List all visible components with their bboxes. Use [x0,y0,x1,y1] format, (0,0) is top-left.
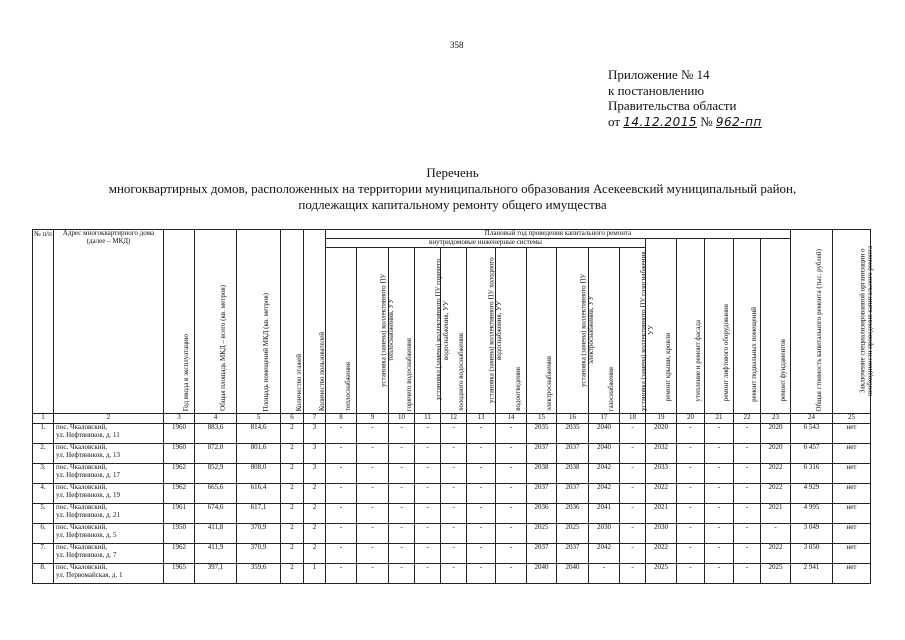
table-cell: - [467,524,496,544]
address-line: пос. Чкаловский, [56,483,108,491]
conclusion-cell: нет [833,564,871,584]
table-cell: - [415,544,441,564]
table-cell: 2040 [557,564,589,584]
table-cell: - [496,504,527,524]
table-cell: 370,9 [237,524,281,544]
table-cell: 2040 [527,564,557,584]
handwritten-date: 14.12.2015 [623,114,697,129]
table-cell: 665,6 [195,484,237,504]
table-cell: - [326,544,357,564]
table-cell: 1961 [164,504,195,524]
address-cell [54,544,164,564]
table-cell: - [620,484,646,504]
table-cell: - [620,524,646,544]
address-line: ул. Нефтяников, д. 19 [56,490,121,499]
address-line: ул. Нефтяников, д. 5 [56,530,117,539]
column-number-cell: 7 [304,414,326,424]
cost-cell: 4 995 [791,504,833,524]
table-cell: 2025 [527,524,557,544]
column-number-cell: 3 [164,414,195,424]
address-line: пос. Чкаловский, [56,463,108,471]
table-cell: - [677,544,705,564]
column-number-cell: 23 [761,414,791,424]
table-cell: - [620,544,646,564]
column-number-cell: 4 [195,414,237,424]
table-cell: 2038 [527,464,557,484]
table-cell: 2042 [589,484,620,504]
column-number-cell: 19 [646,414,677,424]
address-line: пос. Чкаловский, [56,543,108,551]
address-line: пос. Чкаловский, [56,523,108,531]
table-cell: - [467,444,496,464]
table-cell: - [357,464,389,484]
address-line: ул. Нефтяников, д. 21 [56,510,121,519]
table-cell: 616,4 [237,484,281,504]
table-cell: - [441,424,467,444]
table-cell: - [734,564,761,584]
table-cell: 2030 [646,524,677,544]
table-cell: 2020 [761,424,791,444]
address-line: ул. Первомайская, д. 1 [56,570,123,579]
table-cell: - [415,504,441,524]
table-cell: - [326,524,357,544]
table-cell: 1962 [164,464,195,484]
table-row [33,524,871,544]
table-cell: 2 [281,444,304,464]
row-number-cell: 6. [33,524,54,544]
col-facade-header: утепление и ремонт фасада [677,238,705,414]
column-number-cell: 1 [33,414,54,424]
address-line: пос. Чкаловский, [56,503,108,511]
col-gas-meter-header: установка (замена) коллективного ПУ газоснабжения, УУ [620,248,646,414]
address-line: пос. Чкаловский, [56,563,108,571]
table-cell: - [705,564,734,584]
table-cell: 883,6 [195,424,237,444]
table-cell: - [705,484,734,504]
title-line2: многоквартирных домов, расположенных на территории муниципального образования Асекеевский муниципальный район, [108,181,797,196]
table-cell: 2 [281,524,304,544]
table-cell: - [357,484,389,504]
cost-cell: 3 049 [791,524,833,544]
table-cell: 2022 [761,544,791,564]
table-cell: 2037 [557,544,589,564]
number-prefix: № [700,113,713,129]
table-cell: 2020 [646,424,677,444]
col-cost-header: Общая стоимость капитального ремонта (тыс. рублей) [791,230,833,414]
col-gas-header: газоснабжения [589,248,620,414]
conclusion-cell: нет [833,464,871,484]
table-cell: 2037 [557,444,589,464]
table-cell: - [389,524,415,544]
table-cell: - [326,484,357,504]
table-cell: - [734,484,761,504]
table-cell: 1960 [164,424,195,444]
col-basement-header: ремонт подвальных помещений [734,238,761,414]
table-cell: 2038 [557,464,589,484]
table-cell: 1965 [164,564,195,584]
row-number-cell: 1. [33,424,54,444]
column-number-cell: 9 [357,414,389,424]
table-cell: 1962 [164,484,195,504]
table-cell: 801,6 [237,444,281,464]
table-cell: 2 [304,504,326,524]
address-cell [54,424,164,444]
table-cell: - [705,524,734,544]
col-roof-header: ремонт крыши, кровли [646,238,677,414]
table-cell: - [357,444,389,464]
table-cell: 2 [281,544,304,564]
from-prefix: от [608,113,621,129]
table-cell: 411,8 [195,524,237,544]
conclusion-cell: нет [833,504,871,524]
table-cell: 3 [304,444,326,464]
table-cell: 397,1 [195,564,237,584]
col-electricity-meter-header: установка (замена) коллективного ПУ электроснабжения, УУ [557,248,589,414]
table-cell: - [441,564,467,584]
table-cell: - [734,444,761,464]
table-cell: - [677,464,705,484]
table-cell: 411,9 [195,544,237,564]
table-cell: - [496,444,527,464]
table-cell: - [620,504,646,524]
table-cell: - [357,504,389,524]
table-cell: 2042 [589,544,620,564]
handwritten-number: 962-пп [715,114,762,129]
column-number-cell: 2 [54,414,164,424]
table-cell: - [326,504,357,524]
table-row [33,424,871,444]
table-cell: - [389,504,415,524]
table-cell: 2020 [761,444,791,464]
table-cell: - [441,464,467,484]
column-number-cell: 12 [441,414,467,424]
table-cell: - [734,524,761,544]
address-line: ул. Нефтяников, д. 11 [56,430,120,439]
cost-cell: 6 543 [791,424,833,444]
col-year-header: Год ввода в эксплуатацию [164,230,195,414]
table-row [33,564,871,584]
table-cell: - [467,424,496,444]
table-cell: - [389,424,415,444]
table-cell: - [496,544,527,564]
appendix-block [608,67,762,130]
table-cell: - [496,484,527,504]
table-cell: 2040 [589,444,620,464]
table-cell: - [441,444,467,464]
row-number-cell: 5. [33,504,54,524]
address-line: ул. Нефтяников, д. 17 [56,470,121,479]
table-row [33,504,871,524]
table-cell: - [734,464,761,484]
page-number: 358 [450,40,464,50]
table-cell: 2033 [646,464,677,484]
table-cell: - [441,484,467,504]
col-users-header: Количество пользователей [304,230,326,414]
table-cell: - [467,544,496,564]
appendix-line2: к постановлению [608,82,705,98]
table-cell: - [677,484,705,504]
table-cell: 814,6 [237,424,281,444]
row-number-cell: 3. [33,464,54,484]
conclusion-cell: нет [833,424,871,444]
col-heating-meter-header: установка (замена) коллективного ПУ теплоснабжения, УУ [357,248,389,414]
table-cell: 2037 [557,484,589,504]
table-cell: 2025 [557,524,589,544]
table-cell: 617,1 [237,504,281,524]
table-cell: - [620,424,646,444]
table-cell: 2021 [646,504,677,524]
table-row [33,544,871,564]
table-cell: - [357,424,389,444]
address-cell [54,444,164,464]
table-cell: 2035 [557,424,589,444]
col-address-header: Адрес многоквартирного дома (далее – МКД) [54,230,164,414]
table-cell: - [761,524,791,544]
column-number-cell: 14 [496,414,527,424]
planned-year-header: Плановый год проведения капитального ремонта [326,230,791,239]
table-cell: 359,6 [237,564,281,584]
table-cell: - [705,424,734,444]
table-cell: 2025 [646,564,677,584]
table-cell: 1962 [164,544,195,564]
table-row [33,464,871,484]
column-number-cell: 16 [557,414,589,424]
table-cell: 2 [281,504,304,524]
table-cell: 2 [304,484,326,504]
table-cell: - [357,524,389,544]
column-number-cell: 17 [589,414,620,424]
table-cell: - [467,564,496,584]
column-number-cell: 21 [705,414,734,424]
col-electricity-header: электроснабжения [527,248,557,414]
document-title [40,165,865,213]
table-cell: 2032 [646,444,677,464]
table-cell: - [734,544,761,564]
cost-cell: 6 316 [791,464,833,484]
table-cell: - [389,564,415,584]
table-cell: - [389,484,415,504]
table-cell: - [677,444,705,464]
table-cell: - [415,444,441,464]
table-cell: - [441,524,467,544]
col-sewage-header: водоотведения [496,248,527,414]
column-number-cell: 15 [527,414,557,424]
col-total-area-header: Общая площадь МКД – всего (кв. метров) [195,230,237,414]
table-cell: 2 [304,544,326,564]
column-number-cell: 10 [389,414,415,424]
table-cell: - [467,484,496,504]
table-cell: 2042 [589,464,620,484]
col-heating-header: теплоснабжения [326,248,357,414]
appendix-line4 [608,114,762,131]
internal-systems-header: внутридомовые инженерные системы [326,238,646,248]
address-cell [54,464,164,484]
table-cell: 2022 [761,464,791,484]
col-num-header: № п/п [33,230,54,414]
col-floors-header: Количество этажей [281,230,304,414]
column-number-cell: 11 [415,414,441,424]
table-cell: 2040 [589,424,620,444]
table-cell: 2030 [589,524,620,544]
address-cell [54,564,164,584]
table-cell: 2037 [527,484,557,504]
col-elevator-header: ремонт лифтового оборудования [705,238,734,414]
table-cell: 2021 [761,504,791,524]
title-line3: подлежащих капитальному ремонту общего имущества [298,197,607,212]
appendix-line1: Приложение № 14 [608,67,710,82]
table-cell: - [415,424,441,444]
col-premises-area-header: Площадь помещений МКД (кв. метров) [237,230,281,414]
table-cell: 2022 [646,484,677,504]
table-cell: - [496,564,527,584]
table-row [33,444,871,464]
table-cell: 2 [281,464,304,484]
table-cell: - [326,444,357,464]
table-cell: 852,9 [195,464,237,484]
cost-cell: 2 941 [791,564,833,584]
table-cell: 2037 [527,444,557,464]
table-cell: - [415,464,441,484]
table-cell: 2 [281,424,304,444]
table-cell: - [496,464,527,484]
column-number-cell: 18 [620,414,646,424]
table-row [33,484,871,504]
table-cell: - [705,464,734,484]
column-number-cell: 6 [281,414,304,424]
table-cell: 2022 [646,544,677,564]
table-cell: - [441,504,467,524]
table-cell: - [734,504,761,524]
column-number-cell: 8 [326,414,357,424]
table-cell: - [589,564,620,584]
col-hot-water-meter-header: установка (замена) коллективного ПУ горячего водоснабжения, УУ [415,248,441,414]
address-line: пос. Чкаловский, [56,423,108,431]
column-number-cell: 24 [791,414,833,424]
table-cell: - [496,424,527,444]
column-number-cell: 25 [833,414,871,424]
table-cell: 2 [281,484,304,504]
table-cell: - [496,524,527,544]
table-cell: 1 [304,564,326,584]
cost-cell: 4 929 [791,484,833,504]
table-cell: 3 [304,424,326,444]
table-cell: - [677,564,705,584]
table-cell: 674,6 [195,504,237,524]
repair-table [32,229,874,584]
col-hot-water-header: горячего водоснабжения [389,248,415,414]
appendix-line3: Правительства области [608,98,737,113]
header-row-1 [33,230,871,239]
table-cell: - [620,444,646,464]
col-conclusion-header: Заключение специализированной организации о необходимости проведения капитального ремонта [833,230,871,414]
table-cell: 2036 [527,504,557,524]
address-line: ул. Нефтяников, д. 7 [56,550,117,559]
column-number-cell: 5 [237,414,281,424]
conclusion-cell: нет [833,524,871,544]
table-cell: - [415,484,441,504]
row-number-cell: 7. [33,544,54,564]
table-cell: - [326,464,357,484]
table-cell: 1960 [164,444,195,464]
table-cell: 1950 [164,524,195,544]
table-cell: 2022 [761,484,791,504]
table-cell: - [357,544,389,564]
title-line1: Перечень [426,165,479,180]
conclusion-cell: нет [833,484,871,504]
table-cell: 370,9 [237,544,281,564]
cost-cell: 3 050 [791,544,833,564]
table-cell: 2041 [589,504,620,524]
table-cell: - [389,464,415,484]
table-cell: - [677,524,705,544]
table-cell: - [415,564,441,584]
col-cold-water-header: холодного водоснабжения [441,248,467,414]
table-cell: 2035 [527,424,557,444]
column-number-cell: 13 [467,414,496,424]
table-cell: - [441,544,467,564]
table-cell: - [705,504,734,524]
table-cell: 872,0 [195,444,237,464]
table-cell: - [705,544,734,564]
address-line: пос. Чкаловский, [56,443,108,451]
column-number-cell: 22 [734,414,761,424]
column-number-row [33,414,871,424]
address-cell [54,484,164,504]
table-cell: - [677,504,705,524]
table-cell: - [677,424,705,444]
table-cell: - [705,444,734,464]
table-cell: - [620,464,646,484]
row-number-cell: 2. [33,444,54,464]
table-cell: - [326,424,357,444]
col-foundation-header: ремонт фундаментов [761,238,791,414]
row-number-cell: 8. [33,564,54,584]
conclusion-cell: нет [833,444,871,464]
address-cell [54,524,164,544]
row-number-cell: 4. [33,484,54,504]
table-cell: - [357,564,389,584]
table-cell: - [467,504,496,524]
table-cell: 2037 [527,544,557,564]
table-cell: 2036 [557,504,589,524]
address-line: ул. Нефтяников, д. 13 [56,450,121,459]
table-cell: 2 [304,524,326,544]
table-cell: - [389,544,415,564]
table-cell: 808,0 [237,464,281,484]
table-cell: 2025 [761,564,791,584]
table-cell: 2 [281,564,304,584]
table-cell: 3 [304,464,326,484]
cost-cell: 6 457 [791,444,833,464]
table-cell: - [326,564,357,584]
table-cell: - [467,464,496,484]
col-cold-water-meter-header: установка (замена) коллективного ПУ холодного водоснабжения, УУ [467,248,496,414]
table-cell: - [620,564,646,584]
table-cell: - [415,524,441,544]
conclusion-cell: нет [833,544,871,564]
address-cell [54,504,164,524]
column-number-cell: 20 [677,414,705,424]
table-cell: - [389,444,415,464]
table-cell: - [734,424,761,444]
